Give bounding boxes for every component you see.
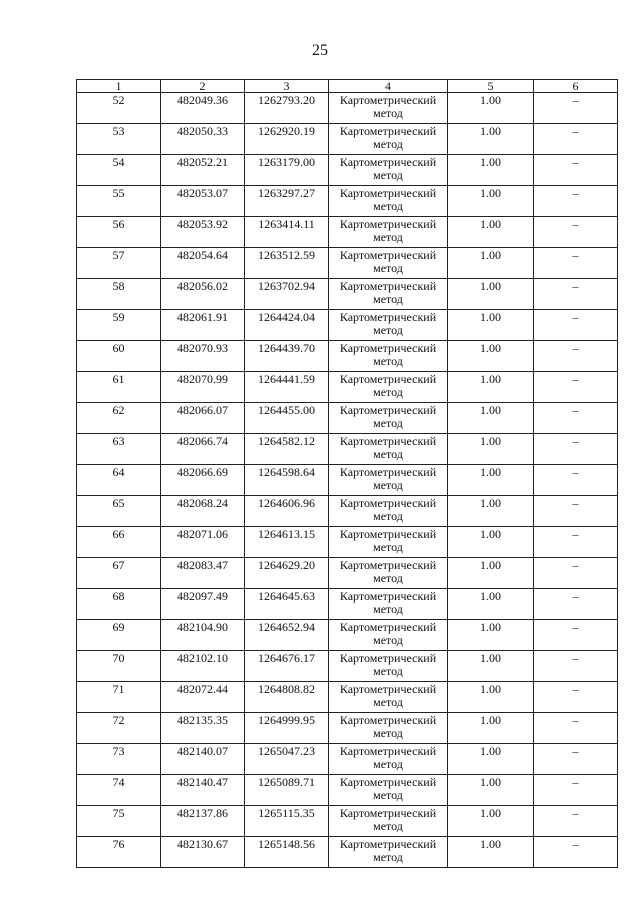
method-line-2: метод	[373, 447, 403, 461]
accuracy-cell: 1.00	[448, 806, 534, 837]
y-coordinate-cell: 1263297.27	[245, 186, 329, 217]
y-coordinate-cell: 1263414.11	[245, 217, 329, 248]
table-row	[77, 248, 618, 279]
method-cell	[329, 372, 448, 403]
table-row	[77, 403, 618, 434]
x-coordinate-cell: 482061.91	[161, 310, 245, 341]
table-row	[77, 341, 618, 372]
accuracy-cell: 1.00	[448, 744, 534, 775]
table-row	[77, 124, 618, 155]
accuracy-cell: 1.00	[448, 837, 534, 868]
table-row	[77, 93, 618, 124]
accuracy-cell: 1.00	[448, 434, 534, 465]
x-coordinate-cell: 482070.99	[161, 372, 245, 403]
note-cell: –	[534, 186, 618, 217]
note-cell: –	[534, 403, 618, 434]
method-line-2: метод	[373, 416, 403, 430]
table-header	[77, 80, 618, 93]
note-cell: –	[534, 589, 618, 620]
y-coordinate-cell: 1264808.82	[245, 682, 329, 713]
accuracy-cell: 1.00	[448, 620, 534, 651]
y-coordinate-cell: 1264582.12	[245, 434, 329, 465]
method-line-1: Картометрический	[339, 372, 437, 386]
y-coordinate-cell: 1263512.59	[245, 248, 329, 279]
method-cell	[329, 279, 448, 310]
method-cell	[329, 682, 448, 713]
table-row	[77, 310, 618, 341]
accuracy-cell: 1.00	[448, 310, 534, 341]
x-coordinate-cell: 482070.93	[161, 341, 245, 372]
method-cell	[329, 186, 448, 217]
table-row	[77, 775, 618, 806]
x-coordinate-cell: 482140.47	[161, 775, 245, 806]
table-row	[77, 496, 618, 527]
method-line-1: Картометрический	[339, 744, 437, 758]
note-cell: –	[534, 496, 618, 527]
note-cell: –	[534, 248, 618, 279]
note-cell: –	[534, 217, 618, 248]
table-row	[77, 217, 618, 248]
method-line-1: Картометрический	[339, 713, 437, 727]
method-line-1: Картометрический	[339, 341, 437, 355]
method-cell	[329, 775, 448, 806]
accuracy-cell: 1.00	[448, 589, 534, 620]
method-line-2: метод	[373, 695, 403, 709]
method-line-2: метод	[373, 664, 403, 678]
note-cell: –	[534, 713, 618, 744]
y-coordinate-cell: 1263179.00	[245, 155, 329, 186]
point-number-cell: 58	[77, 279, 161, 310]
y-coordinate-cell: 1265148.56	[245, 837, 329, 868]
x-coordinate-cell: 482071.06	[161, 527, 245, 558]
y-coordinate-cell: 1262793.20	[245, 93, 329, 124]
method-line-2: метод	[373, 106, 403, 120]
point-number-cell: 70	[77, 651, 161, 682]
note-cell: –	[534, 775, 618, 806]
table-row	[77, 837, 618, 868]
method-line-1: Картометрический	[339, 806, 437, 820]
method-line-2: метод	[373, 137, 403, 151]
accuracy-cell: 1.00	[448, 217, 534, 248]
method-cell	[329, 589, 448, 620]
method-line-2: метод	[373, 757, 403, 771]
method-cell	[329, 558, 448, 589]
note-cell: –	[534, 806, 618, 837]
y-coordinate-cell: 1265089.71	[245, 775, 329, 806]
page-number: 25	[312, 42, 328, 59]
method-line-2: метод	[373, 788, 403, 802]
table-row	[77, 713, 618, 744]
point-number-cell: 60	[77, 341, 161, 372]
table-row	[77, 589, 618, 620]
point-number-cell: 76	[77, 837, 161, 868]
note-cell: –	[534, 837, 618, 868]
method-cell	[329, 310, 448, 341]
accuracy-cell: 1.00	[448, 403, 534, 434]
table-row	[77, 682, 618, 713]
note-cell: –	[534, 372, 618, 403]
x-coordinate-cell: 482135.35	[161, 713, 245, 744]
table-row	[77, 558, 618, 589]
point-number-cell: 75	[77, 806, 161, 837]
method-line-1: Картометрический	[339, 775, 437, 789]
y-coordinate-cell: 1264439.70	[245, 341, 329, 372]
accuracy-cell: 1.00	[448, 558, 534, 589]
method-cell	[329, 651, 448, 682]
table-body	[77, 93, 618, 868]
method-line-1: Картометрический	[339, 558, 437, 572]
header-col-2: 2	[161, 80, 245, 93]
method-line-1: Картометрический	[339, 651, 437, 665]
y-coordinate-cell: 1264424.04	[245, 310, 329, 341]
method-line-1: Картометрический	[339, 682, 437, 696]
method-line-1: Картометрический	[339, 217, 437, 231]
x-coordinate-cell: 482050.33	[161, 124, 245, 155]
x-coordinate-cell: 482102.10	[161, 651, 245, 682]
header-col-6: 6	[534, 80, 618, 93]
accuracy-cell: 1.00	[448, 465, 534, 496]
method-line-2: метод	[373, 323, 403, 337]
table-row	[77, 279, 618, 310]
method-line-1: Картометрический	[339, 124, 437, 138]
note-cell: –	[534, 465, 618, 496]
point-number-cell: 65	[77, 496, 161, 527]
x-coordinate-cell: 482066.74	[161, 434, 245, 465]
x-coordinate-cell: 482137.86	[161, 806, 245, 837]
method-line-1: Картометрический	[339, 496, 437, 510]
note-cell: –	[534, 620, 618, 651]
y-coordinate-cell: 1265047.23	[245, 744, 329, 775]
x-coordinate-cell: 482068.24	[161, 496, 245, 527]
x-coordinate-cell: 482140.07	[161, 744, 245, 775]
x-coordinate-cell: 482049.36	[161, 93, 245, 124]
x-coordinate-cell: 482097.49	[161, 589, 245, 620]
accuracy-cell: 1.00	[448, 93, 534, 124]
method-line-1: Картометрический	[339, 527, 437, 541]
accuracy-cell: 1.00	[448, 248, 534, 279]
x-coordinate-cell: 482072.44	[161, 682, 245, 713]
point-number-cell: 53	[77, 124, 161, 155]
table-row	[77, 465, 618, 496]
note-cell: –	[534, 155, 618, 186]
y-coordinate-cell: 1264999.95	[245, 713, 329, 744]
accuracy-cell: 1.00	[448, 372, 534, 403]
y-coordinate-cell: 1264613.15	[245, 527, 329, 558]
x-coordinate-cell: 482056.02	[161, 279, 245, 310]
method-line-1: Картометрический	[339, 837, 437, 851]
method-line-1: Картометрический	[339, 465, 437, 479]
table-row	[77, 372, 618, 403]
accuracy-cell: 1.00	[448, 682, 534, 713]
header-col-3: 3	[245, 80, 329, 93]
point-number-cell: 61	[77, 372, 161, 403]
note-cell: –	[534, 558, 618, 589]
y-coordinate-cell: 1264455.00	[245, 403, 329, 434]
method-cell	[329, 713, 448, 744]
table-row	[77, 651, 618, 682]
method-cell	[329, 465, 448, 496]
method-line-1: Картометрический	[339, 93, 437, 107]
method-line-1: Картометрический	[339, 589, 437, 603]
x-coordinate-cell: 482104.90	[161, 620, 245, 651]
method-line-2: метод	[373, 602, 403, 616]
method-cell	[329, 837, 448, 868]
method-cell	[329, 434, 448, 465]
method-line-2: метод	[373, 633, 403, 647]
note-cell: –	[534, 310, 618, 341]
point-number-cell: 54	[77, 155, 161, 186]
table-row	[77, 186, 618, 217]
point-number-cell: 66	[77, 527, 161, 558]
method-line-1: Картометрический	[339, 186, 437, 200]
point-number-cell: 71	[77, 682, 161, 713]
method-line-2: метод	[373, 726, 403, 740]
method-line-2: метод	[373, 850, 403, 864]
x-coordinate-cell: 482066.07	[161, 403, 245, 434]
point-number-cell: 72	[77, 713, 161, 744]
method-cell	[329, 744, 448, 775]
method-line-2: метод	[373, 261, 403, 275]
y-coordinate-cell: 1264606.96	[245, 496, 329, 527]
method-line-2: метод	[373, 819, 403, 833]
accuracy-cell: 1.00	[448, 279, 534, 310]
point-number-cell: 67	[77, 558, 161, 589]
method-line-2: метод	[373, 292, 403, 306]
header-col-1: 1	[77, 80, 161, 93]
point-number-cell: 68	[77, 589, 161, 620]
method-line-2: метод	[373, 509, 403, 523]
method-cell	[329, 496, 448, 527]
note-cell: –	[534, 124, 618, 155]
table-row	[77, 527, 618, 558]
point-number-cell: 74	[77, 775, 161, 806]
method-line-2: метод	[373, 478, 403, 492]
note-cell: –	[534, 744, 618, 775]
x-coordinate-cell: 482083.47	[161, 558, 245, 589]
point-number-cell: 55	[77, 186, 161, 217]
method-cell	[329, 527, 448, 558]
method-line-1: Картометрический	[339, 155, 437, 169]
note-cell: –	[534, 434, 618, 465]
point-number-cell: 52	[77, 93, 161, 124]
method-cell	[329, 341, 448, 372]
coordinates-table	[76, 79, 618, 868]
table-row	[77, 155, 618, 186]
header-col-4: 4	[329, 80, 448, 93]
accuracy-cell: 1.00	[448, 124, 534, 155]
x-coordinate-cell: 482130.67	[161, 837, 245, 868]
point-number-cell: 63	[77, 434, 161, 465]
method-line-2: метод	[373, 354, 403, 368]
y-coordinate-cell: 1265115.35	[245, 806, 329, 837]
method-line-1: Картометрический	[339, 248, 437, 262]
y-coordinate-cell: 1264652.94	[245, 620, 329, 651]
note-cell: –	[534, 341, 618, 372]
accuracy-cell: 1.00	[448, 713, 534, 744]
note-cell: –	[534, 279, 618, 310]
method-cell	[329, 217, 448, 248]
accuracy-cell: 1.00	[448, 155, 534, 186]
accuracy-cell: 1.00	[448, 496, 534, 527]
method-line-1: Картометрический	[339, 434, 437, 448]
table-row	[77, 434, 618, 465]
method-cell	[329, 806, 448, 837]
point-number-cell: 64	[77, 465, 161, 496]
header-col-5: 5	[448, 80, 534, 93]
point-number-cell: 57	[77, 248, 161, 279]
point-number-cell: 59	[77, 310, 161, 341]
table-row	[77, 806, 618, 837]
note-cell: –	[534, 651, 618, 682]
y-coordinate-cell: 1263702.94	[245, 279, 329, 310]
method-cell	[329, 124, 448, 155]
method-line-2: метод	[373, 168, 403, 182]
y-coordinate-cell: 1264629.20	[245, 558, 329, 589]
note-cell: –	[534, 93, 618, 124]
x-coordinate-cell: 482052.21	[161, 155, 245, 186]
method-cell	[329, 620, 448, 651]
x-coordinate-cell: 482054.64	[161, 248, 245, 279]
y-coordinate-cell: 1264598.64	[245, 465, 329, 496]
method-line-2: метод	[373, 385, 403, 399]
accuracy-cell: 1.00	[448, 651, 534, 682]
x-coordinate-cell: 482066.69	[161, 465, 245, 496]
x-coordinate-cell: 482053.92	[161, 217, 245, 248]
method-cell	[329, 155, 448, 186]
method-cell	[329, 93, 448, 124]
y-coordinate-cell: 1264676.17	[245, 651, 329, 682]
accuracy-cell: 1.00	[448, 527, 534, 558]
method-cell	[329, 248, 448, 279]
point-number-cell: 56	[77, 217, 161, 248]
method-line-2: метод	[373, 571, 403, 585]
point-number-cell: 73	[77, 744, 161, 775]
point-number-cell: 69	[77, 620, 161, 651]
table-row	[77, 620, 618, 651]
table-row	[77, 744, 618, 775]
point-number-cell: 62	[77, 403, 161, 434]
method-line-2: метод	[373, 199, 403, 213]
method-line-2: метод	[373, 540, 403, 554]
accuracy-cell: 1.00	[448, 186, 534, 217]
note-cell: –	[534, 527, 618, 558]
method-line-2: метод	[373, 230, 403, 244]
y-coordinate-cell: 1262920.19	[245, 124, 329, 155]
method-line-1: Картометрический	[339, 279, 437, 293]
note-cell: –	[534, 682, 618, 713]
accuracy-cell: 1.00	[448, 775, 534, 806]
method-line-1: Картометрический	[339, 620, 437, 634]
method-cell	[329, 403, 448, 434]
method-line-1: Картометрический	[339, 403, 437, 417]
x-coordinate-cell: 482053.07	[161, 186, 245, 217]
accuracy-cell: 1.00	[448, 341, 534, 372]
y-coordinate-cell: 1264645.63	[245, 589, 329, 620]
y-coordinate-cell: 1264441.59	[245, 372, 329, 403]
header-row	[77, 80, 618, 93]
method-line-1: Картометрический	[339, 310, 437, 324]
